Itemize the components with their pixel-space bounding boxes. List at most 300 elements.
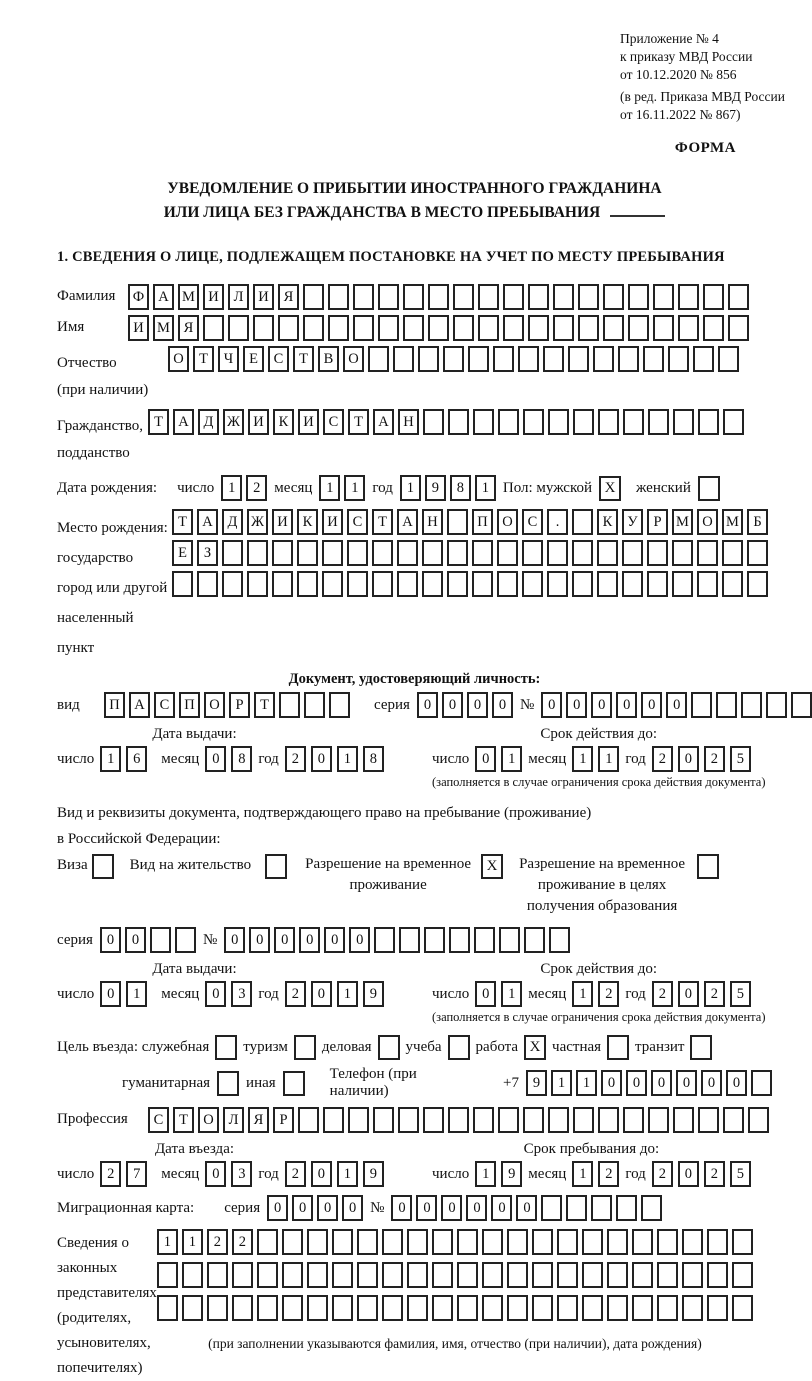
temp-residence-edu-checkbox[interactable] [697,854,719,879]
char-cell[interactable] [372,571,393,597]
char-cell[interactable]: 2 [704,746,725,772]
char-cell[interactable] [443,346,464,372]
char-cell[interactable] [522,540,543,566]
char-cell[interactable] [478,315,499,341]
char-cell[interactable]: 0 [666,692,687,718]
char-cell[interactable]: 2 [652,981,673,1007]
char-cell[interactable] [447,571,468,597]
char-cell[interactable]: 1 [221,475,242,501]
char-cell[interactable]: А [397,509,418,535]
char-cell[interactable] [304,692,325,718]
char-cell[interactable]: В [318,346,339,372]
char-cell[interactable]: П [104,692,125,718]
char-cell[interactable] [253,315,274,341]
char-cell[interactable] [572,509,593,535]
char-cell[interactable]: М [153,315,174,341]
char-cell[interactable] [503,284,524,310]
char-cell[interactable] [693,346,714,372]
char-cell[interactable] [732,1295,753,1321]
char-cell[interactable] [247,540,268,566]
char-cell[interactable]: Т [193,346,214,372]
char-cell[interactable] [482,1295,503,1321]
char-cell[interactable]: 0 [311,1161,332,1187]
char-cell[interactable] [303,315,324,341]
char-cell[interactable]: 2 [246,475,267,501]
char-cell[interactable] [507,1295,528,1321]
char-cell[interactable] [172,571,193,597]
char-cell[interactable] [157,1295,178,1321]
char-cell[interactable] [607,1262,628,1288]
char-cell[interactable]: 0 [311,981,332,1007]
char-cell[interactable]: 0 [701,1070,722,1096]
char-cell[interactable]: Я [248,1107,269,1133]
char-cell[interactable]: 0 [311,746,332,772]
char-cell[interactable] [622,540,643,566]
char-cell[interactable] [751,1070,772,1096]
char-cell[interactable]: Т [254,692,275,718]
char-cell[interactable]: 1 [598,746,619,772]
char-cell[interactable] [372,540,393,566]
char-cell[interactable] [472,540,493,566]
char-cell[interactable] [532,1262,553,1288]
char-cell[interactable] [747,571,768,597]
char-cell[interactable] [657,1229,678,1255]
char-cell[interactable] [698,409,719,435]
char-cell[interactable] [523,1107,544,1133]
char-cell[interactable] [272,540,293,566]
char-cell[interactable]: 2 [652,746,673,772]
char-cell[interactable] [593,346,614,372]
char-cell[interactable]: С [148,1107,169,1133]
purpose-tourism-checkbox[interactable] [294,1035,316,1060]
char-cell[interactable] [643,346,664,372]
char-cell[interactable]: П [472,509,493,535]
char-cell[interactable]: Е [243,346,264,372]
char-cell[interactable]: 2 [704,1161,725,1187]
char-cell[interactable] [347,571,368,597]
char-cell[interactable]: 6 [126,746,147,772]
char-cell[interactable]: Н [422,509,443,535]
char-cell[interactable] [432,1262,453,1288]
char-cell[interactable] [498,1107,519,1133]
char-cell[interactable] [175,927,196,953]
char-cell[interactable] [473,409,494,435]
char-cell[interactable]: 0 [678,1161,699,1187]
char-cell[interactable] [353,315,374,341]
char-cell[interactable] [449,927,470,953]
char-cell[interactable] [672,540,693,566]
char-cell[interactable]: 0 [678,746,699,772]
char-cell[interactable]: 2 [100,1161,121,1187]
char-cell[interactable] [368,346,389,372]
char-cell[interactable] [748,1107,769,1133]
char-cell[interactable]: 9 [526,1070,547,1096]
char-cell[interactable]: 8 [363,746,384,772]
char-cell[interactable]: 3 [231,981,252,1007]
char-cell[interactable]: 0 [299,927,320,953]
char-cell[interactable]: 0 [417,692,438,718]
char-cell[interactable] [632,1262,653,1288]
char-cell[interactable] [222,571,243,597]
char-cell[interactable] [428,284,449,310]
char-cell[interactable] [524,927,545,953]
char-cell[interactable]: 1 [501,981,522,1007]
char-cell[interactable] [407,1262,428,1288]
char-cell[interactable]: 0 [475,746,496,772]
char-cell[interactable] [672,571,693,597]
char-cell[interactable] [328,315,349,341]
char-cell[interactable] [403,284,424,310]
char-cell[interactable]: 0 [651,1070,672,1096]
char-cell[interactable] [303,284,324,310]
char-cell[interactable] [424,927,445,953]
char-cell[interactable]: 0 [516,1195,537,1221]
char-cell[interactable]: 0 [249,927,270,953]
char-cell[interactable] [382,1262,403,1288]
char-cell[interactable] [582,1295,603,1321]
char-cell[interactable] [518,346,539,372]
char-cell[interactable]: 0 [678,981,699,1007]
char-cell[interactable] [422,540,443,566]
char-cell[interactable]: 0 [441,1195,462,1221]
char-cell[interactable] [378,315,399,341]
char-cell[interactable] [632,1295,653,1321]
char-cell[interactable]: 0 [416,1195,437,1221]
char-cell[interactable] [597,540,618,566]
char-cell[interactable] [641,1195,662,1221]
char-cell[interactable]: И [203,284,224,310]
char-cell[interactable] [557,1262,578,1288]
char-cell[interactable]: . [547,509,568,535]
char-cell[interactable] [457,1229,478,1255]
char-cell[interactable]: 0 [492,692,513,718]
char-cell[interactable]: С [323,409,344,435]
char-cell[interactable] [703,315,724,341]
char-cell[interactable] [722,571,743,597]
char-cell[interactable] [603,284,624,310]
char-cell[interactable]: 2 [285,1161,306,1187]
char-cell[interactable] [548,1107,569,1133]
char-cell[interactable] [203,315,224,341]
char-cell[interactable] [528,315,549,341]
char-cell[interactable] [603,315,624,341]
char-cell[interactable] [572,571,593,597]
char-cell[interactable] [647,571,668,597]
char-cell[interactable] [573,1107,594,1133]
char-cell[interactable] [507,1229,528,1255]
char-cell[interactable] [653,315,674,341]
char-cell[interactable] [397,571,418,597]
char-cell[interactable] [607,1295,628,1321]
char-cell[interactable] [553,315,574,341]
char-cell[interactable] [197,571,218,597]
char-cell[interactable]: С [154,692,175,718]
char-cell[interactable]: 2 [285,981,306,1007]
char-cell[interactable]: 9 [501,1161,522,1187]
char-cell[interactable] [647,540,668,566]
char-cell[interactable] [207,1262,228,1288]
char-cell[interactable] [557,1295,578,1321]
char-cell[interactable]: О [697,509,718,535]
char-cell[interactable] [557,1229,578,1255]
char-cell[interactable]: Я [278,284,299,310]
char-cell[interactable]: 0 [442,692,463,718]
char-cell[interactable]: Ч [218,346,239,372]
char-cell[interactable]: А [197,509,218,535]
char-cell[interactable] [398,1107,419,1133]
char-cell[interactable]: 0 [391,1195,412,1221]
char-cell[interactable] [453,284,474,310]
char-cell[interactable]: 0 [541,692,562,718]
char-cell[interactable] [553,284,574,310]
char-cell[interactable]: А [129,692,150,718]
char-cell[interactable] [448,1107,469,1133]
char-cell[interactable]: 0 [349,927,370,953]
char-cell[interactable]: 0 [491,1195,512,1221]
char-cell[interactable]: Р [273,1107,294,1133]
char-cell[interactable] [347,540,368,566]
char-cell[interactable]: 0 [466,1195,487,1221]
char-cell[interactable] [682,1229,703,1255]
char-cell[interactable]: 1 [182,1229,203,1255]
char-cell[interactable] [541,1195,562,1221]
char-cell[interactable] [691,692,712,718]
char-cell[interactable] [591,1195,612,1221]
char-cell[interactable] [272,571,293,597]
char-cell[interactable]: 0 [205,981,226,1007]
char-cell[interactable] [322,540,343,566]
char-cell[interactable] [547,540,568,566]
char-cell[interactable] [474,927,495,953]
char-cell[interactable] [623,1107,644,1133]
char-cell[interactable]: С [522,509,543,535]
char-cell[interactable] [682,1262,703,1288]
char-cell[interactable] [428,315,449,341]
char-cell[interactable]: 2 [598,981,619,1007]
char-cell[interactable] [791,692,812,718]
purpose-private-checkbox[interactable] [607,1035,629,1060]
char-cell[interactable] [747,540,768,566]
char-cell[interactable] [257,1229,278,1255]
char-cell[interactable] [432,1295,453,1321]
sex-female-checkbox[interactable] [698,476,720,501]
purpose-other-checkbox[interactable] [283,1071,305,1096]
char-cell[interactable] [482,1262,503,1288]
char-cell[interactable]: О [343,346,364,372]
char-cell[interactable] [407,1295,428,1321]
char-cell[interactable]: Т [148,409,169,435]
char-cell[interactable]: 0 [616,692,637,718]
char-cell[interactable] [616,1195,637,1221]
char-cell[interactable] [332,1229,353,1255]
purpose-work-checkbox[interactable]: X [524,1035,546,1060]
char-cell[interactable] [723,409,744,435]
char-cell[interactable]: 0 [324,927,345,953]
sex-male-checkbox[interactable]: X [599,476,621,501]
char-cell[interactable] [703,284,724,310]
char-cell[interactable] [278,315,299,341]
char-cell[interactable]: И [253,284,274,310]
char-cell[interactable] [573,409,594,435]
char-cell[interactable]: 1 [337,746,358,772]
char-cell[interactable]: Ф [128,284,149,310]
char-cell[interactable]: И [298,409,319,435]
char-cell[interactable] [247,571,268,597]
char-cell[interactable] [407,1229,428,1255]
char-cell[interactable]: А [173,409,194,435]
char-cell[interactable] [623,409,644,435]
char-cell[interactable]: Л [223,1107,244,1133]
char-cell[interactable]: Я [178,315,199,341]
char-cell[interactable] [597,571,618,597]
char-cell[interactable]: 1 [551,1070,572,1096]
char-cell[interactable]: 0 [317,1195,338,1221]
char-cell[interactable] [150,927,171,953]
char-cell[interactable]: 5 [730,981,751,1007]
char-cell[interactable] [373,1107,394,1133]
char-cell[interactable] [582,1262,603,1288]
char-cell[interactable]: 0 [205,1161,226,1187]
char-cell[interactable] [322,571,343,597]
char-cell[interactable]: 0 [100,927,121,953]
char-cell[interactable] [578,315,599,341]
char-cell[interactable] [497,571,518,597]
char-cell[interactable]: Б [747,509,768,535]
char-cell[interactable]: 5 [730,1161,751,1187]
char-cell[interactable]: 1 [126,981,147,1007]
char-cell[interactable] [707,1295,728,1321]
visa-checkbox[interactable] [92,854,114,879]
char-cell[interactable] [632,1229,653,1255]
char-cell[interactable]: 5 [730,746,751,772]
char-cell[interactable] [532,1229,553,1255]
char-cell[interactable] [468,346,489,372]
char-cell[interactable] [732,1262,753,1288]
char-cell[interactable] [572,540,593,566]
char-cell[interactable]: 0 [125,927,146,953]
char-cell[interactable] [598,1107,619,1133]
char-cell[interactable]: О [168,346,189,372]
char-cell[interactable]: 0 [726,1070,747,1096]
char-cell[interactable] [682,1295,703,1321]
char-cell[interactable]: 1 [475,475,496,501]
char-cell[interactable]: 0 [475,981,496,1007]
char-cell[interactable]: 1 [337,1161,358,1187]
char-cell[interactable] [566,1195,587,1221]
char-cell[interactable]: С [268,346,289,372]
char-cell[interactable] [472,571,493,597]
char-cell[interactable] [697,540,718,566]
char-cell[interactable] [393,346,414,372]
char-cell[interactable] [279,692,300,718]
char-cell[interactable] [582,1229,603,1255]
char-cell[interactable] [353,284,374,310]
char-cell[interactable] [528,284,549,310]
char-cell[interactable]: К [597,509,618,535]
purpose-transit-checkbox[interactable] [690,1035,712,1060]
char-cell[interactable] [568,346,589,372]
char-cell[interactable] [182,1262,203,1288]
purpose-official-checkbox[interactable] [215,1035,237,1060]
char-cell[interactable]: 0 [342,1195,363,1221]
char-cell[interactable]: 7 [126,1161,147,1187]
char-cell[interactable]: 0 [626,1070,647,1096]
char-cell[interactable] [493,346,514,372]
char-cell[interactable] [399,927,420,953]
char-cell[interactable] [403,315,424,341]
char-cell[interactable]: 2 [704,981,725,1007]
purpose-humanitarian-checkbox[interactable] [217,1071,239,1096]
char-cell[interactable] [297,540,318,566]
char-cell[interactable] [357,1295,378,1321]
char-cell[interactable] [522,571,543,597]
char-cell[interactable] [397,540,418,566]
char-cell[interactable] [628,315,649,341]
char-cell[interactable]: С [347,509,368,535]
char-cell[interactable] [728,284,749,310]
char-cell[interactable] [478,284,499,310]
char-cell[interactable] [668,346,689,372]
char-cell[interactable]: Ж [247,509,268,535]
char-cell[interactable]: О [497,509,518,535]
char-cell[interactable]: 0 [676,1070,697,1096]
char-cell[interactable] [607,1229,628,1255]
char-cell[interactable]: 1 [572,981,593,1007]
residence-permit-checkbox[interactable] [265,854,287,879]
char-cell[interactable] [548,409,569,435]
char-cell[interactable] [718,346,739,372]
char-cell[interactable]: Р [647,509,668,535]
char-cell[interactable]: М [178,284,199,310]
purpose-business-checkbox[interactable] [378,1035,400,1060]
char-cell[interactable]: Т [172,509,193,535]
char-cell[interactable] [447,540,468,566]
char-cell[interactable] [507,1262,528,1288]
char-cell[interactable]: Н [398,409,419,435]
char-cell[interactable] [532,1295,553,1321]
char-cell[interactable] [482,1229,503,1255]
char-cell[interactable]: 0 [205,746,226,772]
char-cell[interactable]: К [273,409,294,435]
char-cell[interactable]: Д [222,509,243,535]
char-cell[interactable] [157,1262,178,1288]
char-cell[interactable] [716,692,737,718]
char-cell[interactable]: Т [372,509,393,535]
char-cell[interactable] [457,1262,478,1288]
char-cell[interactable]: 8 [450,475,471,501]
char-cell[interactable] [257,1295,278,1321]
char-cell[interactable] [378,284,399,310]
char-cell[interactable]: 0 [566,692,587,718]
char-cell[interactable]: 2 [598,1161,619,1187]
char-cell[interactable]: 0 [467,692,488,718]
char-cell[interactable] [707,1262,728,1288]
char-cell[interactable]: 2 [285,746,306,772]
char-cell[interactable]: 1 [100,746,121,772]
char-cell[interactable] [282,1262,303,1288]
char-cell[interactable] [732,1229,753,1255]
char-cell[interactable] [503,315,524,341]
char-cell[interactable] [432,1229,453,1255]
char-cell[interactable] [423,1107,444,1133]
char-cell[interactable] [282,1295,303,1321]
char-cell[interactable]: И [248,409,269,435]
char-cell[interactable] [357,1229,378,1255]
char-cell[interactable] [707,1229,728,1255]
char-cell[interactable]: И [128,315,149,341]
char-cell[interactable]: 1 [319,475,340,501]
char-cell[interactable] [307,1229,328,1255]
